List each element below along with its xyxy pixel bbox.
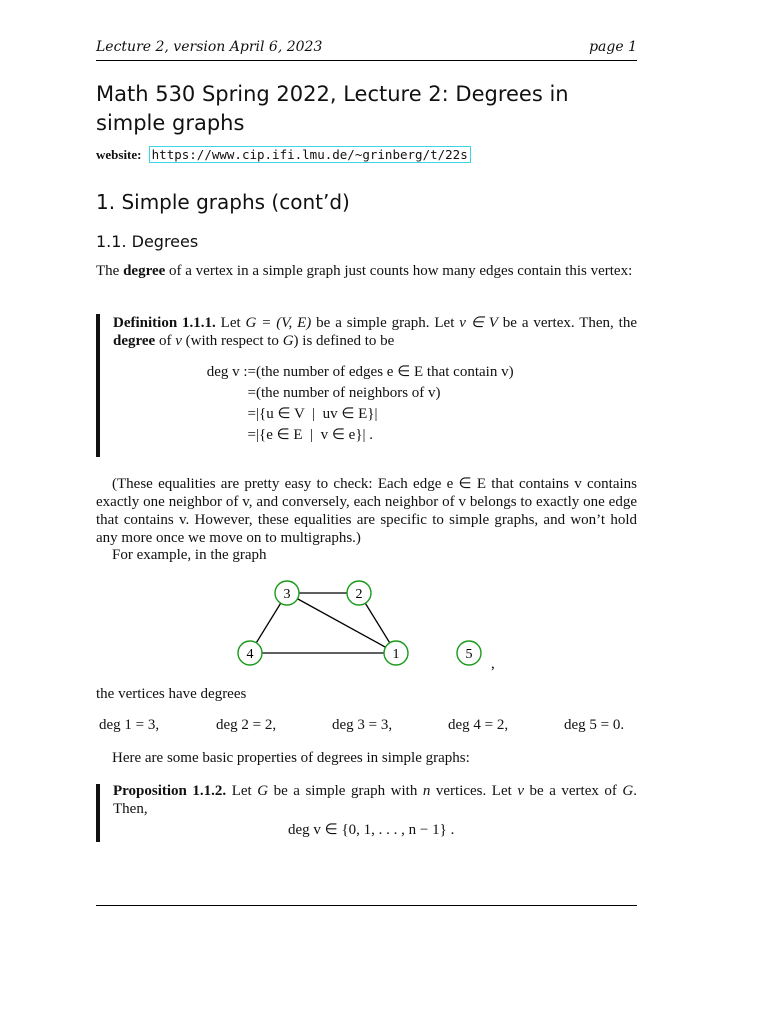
graph-node-label-2: 2 <box>355 587 363 602</box>
section-heading: 1. Simple graphs (cont’d) <box>96 190 350 214</box>
equation-equals: = <box>247 427 256 443</box>
graph-node-label-4: 4 <box>246 647 254 662</box>
definition-bar <box>96 314 100 457</box>
definition-block <box>113 314 637 350</box>
def-math-graph: G = (V, E) <box>245 315 312 331</box>
proposition-label: Proposition 1.1.2. <box>113 783 227 799</box>
basic-properties-text: Here are some basic properties of degrees in simple graphs: <box>112 750 470 766</box>
running-header <box>96 39 637 55</box>
prop-math-G2: G <box>622 783 634 799</box>
intro-text-pre: The <box>96 263 124 279</box>
equation-equals: = <box>247 385 256 401</box>
def-math-G: G <box>282 333 294 349</box>
degree-item: deg 1 = 3, <box>99 717 160 733</box>
prop-text-c: vertices. Let <box>430 783 518 799</box>
def-bold-term: degree <box>113 333 156 349</box>
def-text-f: ) is defined to be <box>293 333 395 349</box>
prop-text-d: be a vertex of <box>523 783 623 799</box>
def-text-e: (with respect to <box>181 333 283 349</box>
def-text-b: be a simple graph. Let <box>311 315 460 331</box>
graph-edges <box>250 593 396 653</box>
intro-bold-term: degree <box>123 263 166 279</box>
equation-row <box>198 425 514 446</box>
lecture-title: Math 530 Spring 2022, Lecture 2: Degrees in simple graphs <box>96 82 569 135</box>
proposition-bar <box>96 784 100 842</box>
header-rule <box>96 60 637 61</box>
header-lecture-version: Lecture 2, version April 6, 2023 <box>96 39 323 55</box>
prop-text-a: Let <box>226 783 258 799</box>
equation-rhs-2: (the number of neighbors of v) <box>256 385 441 401</box>
website-link[interactable]: https://www.cip.ifi.lmu.de/~grinberg/t/22s <box>149 146 471 163</box>
def-math-v: v <box>175 333 182 349</box>
graph-node-label-3: 3 <box>283 587 291 602</box>
equation-rhs-3: |{u ∈ V | uv ∈ E}| <box>256 406 378 422</box>
prop-math-v: v <box>517 783 524 799</box>
graph-trailing-comma: , <box>491 656 495 672</box>
equation-lhs: deg v := <box>206 364 256 380</box>
equation-row <box>198 362 514 383</box>
degree-item: deg 5 = 0. <box>564 717 625 733</box>
equation-rhs-1: (the number of edges e ∈ E that contain v) <box>256 364 514 380</box>
intro-paragraph <box>96 262 637 280</box>
equation-row <box>198 404 514 425</box>
degree-equations <box>198 362 514 446</box>
equalities-note: (These equalities are pretty easy to check: Each edge e ∈ E that contains v contains exactly one neighbor of v, and conversely, each neighbor of v belongs to exactly one edge that contains v. However, these equalities are specific to simple graphs, and won’t hold any more once we move on to multigraphs.) <box>96 476 637 546</box>
def-text-c: be a vertex. Then, the <box>497 315 637 331</box>
def-text-a: Let <box>215 315 246 331</box>
prop-text-e: . Then, <box>113 783 637 817</box>
equation-equals: = <box>247 406 256 422</box>
for-example-text: For example, in the graph <box>112 547 267 563</box>
example-graph <box>96 576 637 676</box>
website-line <box>96 147 471 163</box>
header-page-number: page 1 <box>589 39 637 55</box>
equation-rhs-4: |{e ∈ E | v ∈ e}| . <box>256 427 374 443</box>
prop-math-n: n <box>422 783 431 799</box>
intro-text-post: of a vertex in a simple graph just counts how many edges contain this vertex: <box>165 263 633 279</box>
graph-edge-3-1 <box>287 593 396 653</box>
equation-row <box>198 383 514 404</box>
prop-text-b: be a simple graph with <box>268 783 423 799</box>
website-label: website: <box>96 147 142 162</box>
paper-page <box>96 0 637 1024</box>
proposition-block <box>113 782 637 818</box>
footer-rule <box>96 905 637 906</box>
subsection-heading: 1.1. Degrees <box>96 232 199 251</box>
degree-item: deg 4 = 2, <box>448 717 509 733</box>
graph-node-label-1: 1 <box>392 647 400 662</box>
degree-item: deg 3 = 3, <box>332 717 393 733</box>
proposition-equation: deg v ∈ {0, 1, . . . , n − 1} . <box>288 822 455 838</box>
degree-item: deg 2 = 2, <box>216 717 277 733</box>
prop-math-G: G <box>257 783 269 799</box>
graph-node-label-5: 5 <box>465 647 473 662</box>
def-math-vertex: v ∈ V <box>459 315 498 331</box>
definition-label: Definition 1.1.1. <box>113 315 216 331</box>
def-text-d: of <box>155 333 176 349</box>
vertices-have-text: the vertices have degrees <box>96 686 247 702</box>
